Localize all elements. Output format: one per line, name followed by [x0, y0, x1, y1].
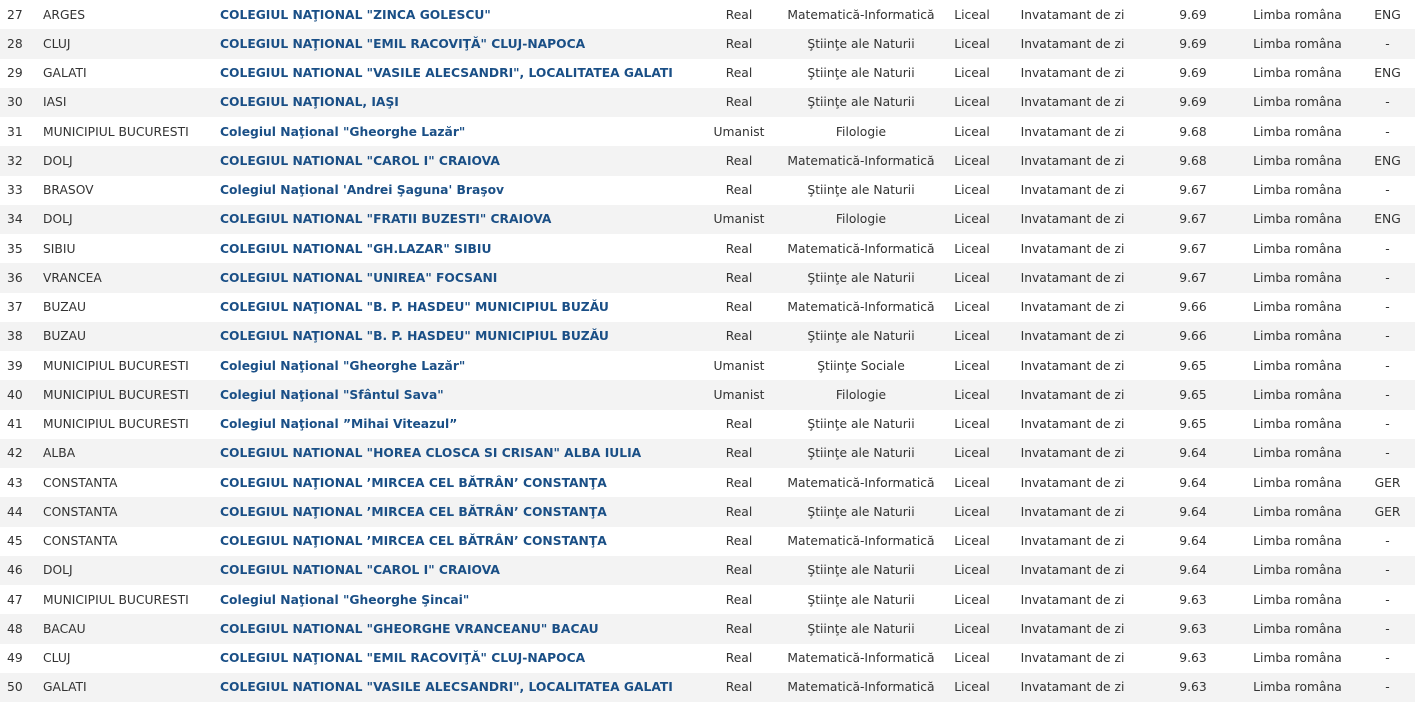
- profile-cell: Real: [700, 88, 778, 117]
- specialization-cell: Matematică-Informatică: [778, 293, 944, 322]
- specialization-cell: Ştiinţe ale Naturii: [778, 29, 944, 58]
- admission-grade-cell: 9.64: [1145, 497, 1235, 526]
- foreign-language-cell: GER: [1360, 468, 1415, 497]
- teaching-language-cell: Limba româna: [1235, 293, 1360, 322]
- school-link[interactable]: COLEGIUL NAŢIONAL ’MIRCEA CEL BĂTRÂN’ CONSTANŢA: [220, 475, 607, 490]
- education-form-cell: Invatamant de zi: [1000, 263, 1145, 292]
- rank-cell: 50: [0, 673, 42, 702]
- school-cell: [220, 410, 700, 439]
- profile-cell: Umanist: [700, 117, 778, 146]
- level-cell: Liceal: [944, 0, 1000, 29]
- table-row: [0, 322, 1415, 351]
- level-cell: Liceal: [944, 410, 1000, 439]
- teaching-language-cell: Limba româna: [1235, 614, 1360, 643]
- county-cell: SIBIU: [42, 234, 220, 263]
- rank-cell: 39: [0, 351, 42, 380]
- admission-grade-cell: 9.69: [1145, 0, 1235, 29]
- level-cell: Liceal: [944, 351, 1000, 380]
- teaching-language-cell: Limba româna: [1235, 351, 1360, 380]
- foreign-language-cell: -: [1360, 88, 1415, 117]
- table-row: [0, 527, 1415, 556]
- admission-grade-cell: 9.63: [1145, 614, 1235, 643]
- education-form-cell: Invatamant de zi: [1000, 117, 1145, 146]
- level-cell: Liceal: [944, 205, 1000, 234]
- rank-cell: 49: [0, 644, 42, 673]
- specialization-cell: Filologie: [778, 117, 944, 146]
- education-form-cell: Invatamant de zi: [1000, 585, 1145, 614]
- county-cell: DOLJ: [42, 556, 220, 585]
- teaching-language-cell: Limba româna: [1235, 673, 1360, 702]
- specialization-cell: Ştiinţe ale Naturii: [778, 88, 944, 117]
- county-cell: BUZAU: [42, 322, 220, 351]
- foreign-language-cell: ENG: [1360, 0, 1415, 29]
- rank-cell: 46: [0, 556, 42, 585]
- education-form-cell: Invatamant de zi: [1000, 351, 1145, 380]
- rank-cell: 30: [0, 88, 42, 117]
- admission-grade-cell: 9.69: [1145, 88, 1235, 117]
- table-row: [0, 585, 1415, 614]
- level-cell: Liceal: [944, 146, 1000, 175]
- rank-cell: 28: [0, 29, 42, 58]
- profile-cell: Real: [700, 410, 778, 439]
- county-cell: CLUJ: [42, 29, 220, 58]
- specialization-cell: Matematică-Informatică: [778, 673, 944, 702]
- county-cell: CONSTANTA: [42, 497, 220, 526]
- foreign-language-cell: ENG: [1360, 59, 1415, 88]
- specialization-cell: Matematică-Informatică: [778, 644, 944, 673]
- admission-grade-cell: 9.65: [1145, 380, 1235, 409]
- education-form-cell: Invatamant de zi: [1000, 234, 1145, 263]
- teaching-language-cell: Limba româna: [1235, 585, 1360, 614]
- county-cell: MUNICIPIUL BUCURESTI: [42, 351, 220, 380]
- county-cell: GALATI: [42, 59, 220, 88]
- level-cell: Liceal: [944, 59, 1000, 88]
- specialization-cell: Ştiinţe ale Naturii: [778, 614, 944, 643]
- level-cell: Liceal: [944, 380, 1000, 409]
- teaching-language-cell: Limba româna: [1235, 176, 1360, 205]
- teaching-language-cell: Limba româna: [1235, 88, 1360, 117]
- table-row: [0, 117, 1415, 146]
- specialization-cell: Ştiinţe ale Naturii: [778, 59, 944, 88]
- foreign-language-cell: -: [1360, 322, 1415, 351]
- school-link[interactable]: COLEGIUL NAŢIONAL ’MIRCEA CEL BĂTRÂN’ CONSTANŢA: [220, 504, 607, 519]
- table-row: [0, 293, 1415, 322]
- education-form-cell: Invatamant de zi: [1000, 439, 1145, 468]
- profile-cell: Real: [700, 644, 778, 673]
- level-cell: Liceal: [944, 322, 1000, 351]
- table-row: [0, 351, 1415, 380]
- foreign-language-cell: -: [1360, 585, 1415, 614]
- foreign-language-cell: GER: [1360, 497, 1415, 526]
- profile-cell: Real: [700, 585, 778, 614]
- rank-cell: 29: [0, 59, 42, 88]
- level-cell: Liceal: [944, 497, 1000, 526]
- school-cell: [220, 380, 700, 409]
- school-link[interactable]: Colegiul Naţional "Gheorghe Lazăr": [220, 124, 466, 139]
- teaching-language-cell: Limba româna: [1235, 322, 1360, 351]
- level-cell: Liceal: [944, 527, 1000, 556]
- profile-cell: Real: [700, 293, 778, 322]
- education-form-cell: Invatamant de zi: [1000, 644, 1145, 673]
- rank-cell: 42: [0, 439, 42, 468]
- county-cell: ALBA: [42, 439, 220, 468]
- level-cell: Liceal: [944, 117, 1000, 146]
- profile-cell: Real: [700, 322, 778, 351]
- county-cell: BRASOV: [42, 176, 220, 205]
- level-cell: Liceal: [944, 263, 1000, 292]
- education-form-cell: Invatamant de zi: [1000, 0, 1145, 29]
- county-cell: DOLJ: [42, 205, 220, 234]
- level-cell: Liceal: [944, 644, 1000, 673]
- school-cell: [220, 117, 700, 146]
- teaching-language-cell: Limba româna: [1235, 29, 1360, 58]
- county-cell: MUNICIPIUL BUCURESTI: [42, 410, 220, 439]
- admission-grade-cell: 9.69: [1145, 59, 1235, 88]
- teaching-language-cell: Limba româna: [1235, 468, 1360, 497]
- school-cell: [220, 439, 700, 468]
- school-cell: [220, 322, 700, 351]
- table-row: [0, 556, 1415, 585]
- table-row: [0, 439, 1415, 468]
- profile-cell: Real: [700, 439, 778, 468]
- admission-grade-cell: 9.67: [1145, 176, 1235, 205]
- school-cell: [220, 527, 700, 556]
- county-cell: CONSTANTA: [42, 468, 220, 497]
- admission-grade-cell: 9.63: [1145, 585, 1235, 614]
- specialization-cell: Filologie: [778, 205, 944, 234]
- specialization-cell: Matematică-Informatică: [778, 0, 944, 29]
- education-form-cell: Invatamant de zi: [1000, 146, 1145, 175]
- profile-cell: Real: [700, 468, 778, 497]
- admission-grade-cell: 9.64: [1145, 556, 1235, 585]
- level-cell: Liceal: [944, 29, 1000, 58]
- county-cell: MUNICIPIUL BUCURESTI: [42, 585, 220, 614]
- school-link[interactable]: COLEGIUL NATIONAL "CAROL I" CRAIOVA: [220, 153, 500, 168]
- admission-grade-cell: 9.64: [1145, 468, 1235, 497]
- admission-grade-cell: 9.69: [1145, 29, 1235, 58]
- specialization-cell: Ştiinţe ale Naturii: [778, 585, 944, 614]
- school-link[interactable]: Colegiul Naţional "Gheorghe Lazăr": [220, 358, 466, 373]
- table-row: [0, 614, 1415, 643]
- admission-grade-cell: 9.68: [1145, 146, 1235, 175]
- foreign-language-cell: -: [1360, 410, 1415, 439]
- specialization-cell: Ştiinţe ale Naturii: [778, 322, 944, 351]
- profile-cell: Real: [700, 29, 778, 58]
- county-cell: MUNICIPIUL BUCURESTI: [42, 117, 220, 146]
- county-cell: BACAU: [42, 614, 220, 643]
- county-cell: ARGES: [42, 0, 220, 29]
- rank-cell: 27: [0, 0, 42, 29]
- profile-cell: Real: [700, 497, 778, 526]
- school-cell: [220, 59, 700, 88]
- school-link[interactable]: COLEGIUL NAŢIONAL "B. P. HASDEU" MUNICIPIUL BUZĂU: [220, 300, 609, 315]
- education-form-cell: Invatamant de zi: [1000, 556, 1145, 585]
- education-form-cell: Invatamant de zi: [1000, 614, 1145, 643]
- county-cell: CLUJ: [42, 644, 220, 673]
- specialization-cell: Ştiinţe ale Naturii: [778, 176, 944, 205]
- county-cell: CONSTANTA: [42, 527, 220, 556]
- table-row: [0, 410, 1415, 439]
- foreign-language-cell: -: [1360, 351, 1415, 380]
- school-cell: [220, 614, 700, 643]
- school-link[interactable]: Colegiul Naţional "Gheorghe Şincai": [220, 592, 470, 607]
- teaching-language-cell: Limba româna: [1235, 205, 1360, 234]
- specialization-cell: Matematică-Informatică: [778, 468, 944, 497]
- county-cell: MUNICIPIUL BUCURESTI: [42, 380, 220, 409]
- teaching-language-cell: Limba româna: [1235, 234, 1360, 263]
- education-form-cell: Invatamant de zi: [1000, 293, 1145, 322]
- school-cell: [220, 29, 700, 58]
- foreign-language-cell: -: [1360, 176, 1415, 205]
- school-cell: [220, 468, 700, 497]
- specialization-cell: Filologie: [778, 380, 944, 409]
- education-form-cell: Invatamant de zi: [1000, 527, 1145, 556]
- table-row: [0, 88, 1415, 117]
- profile-cell: Umanist: [700, 205, 778, 234]
- education-form-cell: Invatamant de zi: [1000, 468, 1145, 497]
- table-row: [0, 644, 1415, 673]
- table-row: [0, 205, 1415, 234]
- school-cell: [220, 205, 700, 234]
- foreign-language-cell: -: [1360, 527, 1415, 556]
- teaching-language-cell: Limba româna: [1235, 410, 1360, 439]
- level-cell: Liceal: [944, 293, 1000, 322]
- table-row: [0, 380, 1415, 409]
- school-cell: [220, 176, 700, 205]
- foreign-language-cell: -: [1360, 117, 1415, 146]
- rank-cell: 43: [0, 468, 42, 497]
- teaching-language-cell: Limba româna: [1235, 117, 1360, 146]
- education-form-cell: Invatamant de zi: [1000, 322, 1145, 351]
- county-cell: VRANCEA: [42, 263, 220, 292]
- rank-cell: 47: [0, 585, 42, 614]
- level-cell: Liceal: [944, 176, 1000, 205]
- table-row: [0, 234, 1415, 263]
- level-cell: Liceal: [944, 673, 1000, 702]
- school-link[interactable]: Colegiul Naţional "Sfântul Sava": [220, 387, 444, 402]
- profile-cell: Real: [700, 234, 778, 263]
- rank-cell: 48: [0, 614, 42, 643]
- teaching-language-cell: Limba româna: [1235, 497, 1360, 526]
- rank-cell: 31: [0, 117, 42, 146]
- admission-grade-cell: 9.67: [1145, 263, 1235, 292]
- education-form-cell: Invatamant de zi: [1000, 176, 1145, 205]
- education-form-cell: Invatamant de zi: [1000, 410, 1145, 439]
- school-cell: [220, 88, 700, 117]
- level-cell: Liceal: [944, 88, 1000, 117]
- school-link[interactable]: COLEGIUL NATIONAL "VASILE ALECSANDRI", LOCALITATEA GALATI: [220, 680, 673, 695]
- table-row: [0, 146, 1415, 175]
- rank-cell: 40: [0, 380, 42, 409]
- table-row: [0, 673, 1415, 702]
- profile-cell: Umanist: [700, 380, 778, 409]
- school-link[interactable]: COLEGIUL NAŢIONAL "ZINCA GOLESCU": [220, 7, 491, 22]
- admission-grade-cell: 9.66: [1145, 322, 1235, 351]
- teaching-language-cell: Limba româna: [1235, 556, 1360, 585]
- education-form-cell: Invatamant de zi: [1000, 88, 1145, 117]
- table-row: [0, 0, 1415, 29]
- admission-grade-cell: 9.68: [1145, 117, 1235, 146]
- level-cell: Liceal: [944, 468, 1000, 497]
- school-cell: [220, 263, 700, 292]
- education-form-cell: Invatamant de zi: [1000, 673, 1145, 702]
- rank-cell: 45: [0, 527, 42, 556]
- admission-grade-cell: 9.67: [1145, 205, 1235, 234]
- table-row: [0, 263, 1415, 292]
- specialization-cell: Ştiinţe ale Naturii: [778, 556, 944, 585]
- teaching-language-cell: Limba româna: [1235, 263, 1360, 292]
- teaching-language-cell: Limba româna: [1235, 59, 1360, 88]
- admission-grade-cell: 9.63: [1145, 673, 1235, 702]
- level-cell: Liceal: [944, 614, 1000, 643]
- school-cell: [220, 585, 700, 614]
- education-form-cell: Invatamant de zi: [1000, 497, 1145, 526]
- foreign-language-cell: -: [1360, 556, 1415, 585]
- profile-cell: Real: [700, 263, 778, 292]
- teaching-language-cell: Limba româna: [1235, 644, 1360, 673]
- school-cell: [220, 0, 700, 29]
- profile-cell: Real: [700, 556, 778, 585]
- foreign-language-cell: ENG: [1360, 146, 1415, 175]
- education-form-cell: Invatamant de zi: [1000, 380, 1145, 409]
- profile-cell: Real: [700, 0, 778, 29]
- school-link[interactable]: COLEGIUL NAŢIONAL "EMIL RACOVIŢĂ" CLUJ-NAPOCA: [220, 651, 586, 666]
- foreign-language-cell: -: [1360, 380, 1415, 409]
- education-form-cell: Invatamant de zi: [1000, 205, 1145, 234]
- admission-grade-cell: 9.65: [1145, 410, 1235, 439]
- specialization-cell: Ştiinţe ale Naturii: [778, 497, 944, 526]
- admission-grade-cell: 9.66: [1145, 293, 1235, 322]
- specialization-cell: Ştiinţe ale Naturii: [778, 263, 944, 292]
- profile-cell: Real: [700, 673, 778, 702]
- table-row: [0, 176, 1415, 205]
- profile-cell: Real: [700, 176, 778, 205]
- school-link[interactable]: COLEGIUL NATIONAL "CAROL I" CRAIOVA: [220, 563, 500, 578]
- school-link[interactable]: COLEGIUL NAŢIONAL, IAŞI: [220, 95, 399, 110]
- specialization-cell: Ştiinţe ale Naturii: [778, 439, 944, 468]
- county-cell: DOLJ: [42, 146, 220, 175]
- admission-grade-cell: 9.63: [1145, 644, 1235, 673]
- teaching-language-cell: Limba româna: [1235, 0, 1360, 29]
- teaching-language-cell: Limba româna: [1235, 439, 1360, 468]
- school-link[interactable]: Colegiul Naţional ”Mihai Viteazul”: [220, 417, 458, 432]
- school-link[interactable]: COLEGIUL NAŢIONAL "B. P. HASDEU" MUNICIPIUL BUZĂU: [220, 329, 609, 344]
- rank-cell: 37: [0, 293, 42, 322]
- school-cell: [220, 146, 700, 175]
- county-cell: IASI: [42, 88, 220, 117]
- county-cell: BUZAU: [42, 293, 220, 322]
- admission-grade-cell: 9.64: [1145, 439, 1235, 468]
- school-link[interactable]: COLEGIUL NATIONAL "GH.LAZAR" SIBIU: [220, 241, 492, 256]
- rank-cell: 41: [0, 410, 42, 439]
- profile-cell: Real: [700, 59, 778, 88]
- level-cell: Liceal: [944, 439, 1000, 468]
- school-link[interactable]: Colegiul Naţional 'Andrei Şaguna' Braşov: [220, 183, 505, 198]
- rank-cell: 33: [0, 176, 42, 205]
- rank-cell: 44: [0, 497, 42, 526]
- table-row: [0, 468, 1415, 497]
- rank-cell: 38: [0, 322, 42, 351]
- profile-cell: Real: [700, 527, 778, 556]
- specialization-cell: Ştiinţe ale Naturii: [778, 410, 944, 439]
- school-cell: [220, 644, 700, 673]
- teaching-language-cell: Limba româna: [1235, 380, 1360, 409]
- school-cell: [220, 234, 700, 263]
- level-cell: Liceal: [944, 556, 1000, 585]
- school-cell: [220, 497, 700, 526]
- admission-grade-cell: 9.65: [1145, 351, 1235, 380]
- level-cell: Liceal: [944, 585, 1000, 614]
- table-row: [0, 29, 1415, 58]
- foreign-language-cell: -: [1360, 263, 1415, 292]
- specialization-cell: Ştiinţe Sociale: [778, 351, 944, 380]
- school-link[interactable]: COLEGIUL NATIONAL "VASILE ALECSANDRI", LOCALITATEA GALATI: [220, 66, 673, 81]
- school-link[interactable]: COLEGIUL NAŢIONAL ’MIRCEA CEL BĂTRÂN’ CONSTANŢA: [220, 534, 607, 549]
- school-cell: [220, 293, 700, 322]
- foreign-language-cell: -: [1360, 234, 1415, 263]
- school-link[interactable]: COLEGIUL NAŢIONAL "EMIL RACOVIŢĂ" CLUJ-NAPOCA: [220, 36, 586, 51]
- school-link[interactable]: COLEGIUL NATIONAL "GHEORGHE VRANCEANU" BACAU: [220, 621, 599, 636]
- county-cell: GALATI: [42, 673, 220, 702]
- specialization-cell: Matematică-Informatică: [778, 527, 944, 556]
- rank-cell: 34: [0, 205, 42, 234]
- profile-cell: Real: [700, 146, 778, 175]
- school-cell: [220, 556, 700, 585]
- education-form-cell: Invatamant de zi: [1000, 29, 1145, 58]
- rank-cell: 32: [0, 146, 42, 175]
- profile-cell: Real: [700, 614, 778, 643]
- teaching-language-cell: Limba româna: [1235, 527, 1360, 556]
- foreign-language-cell: -: [1360, 673, 1415, 702]
- school-link[interactable]: COLEGIUL NATIONAL "FRATII BUZESTI" CRAIOVA: [220, 212, 552, 227]
- rank-cell: 35: [0, 234, 42, 263]
- foreign-language-cell: -: [1360, 29, 1415, 58]
- school-cell: [220, 351, 700, 380]
- table-row: [0, 497, 1415, 526]
- rank-cell: 36: [0, 263, 42, 292]
- school-link[interactable]: COLEGIUL NATIONAL "HOREA CLOSCA SI CRISAN" ALBA IULIA: [220, 446, 642, 461]
- foreign-language-cell: -: [1360, 614, 1415, 643]
- level-cell: Liceal: [944, 234, 1000, 263]
- education-form-cell: Invatamant de zi: [1000, 59, 1145, 88]
- foreign-language-cell: -: [1360, 644, 1415, 673]
- admission-grade-cell: 9.64: [1145, 527, 1235, 556]
- foreign-language-cell: ENG: [1360, 205, 1415, 234]
- teaching-language-cell: Limba româna: [1235, 146, 1360, 175]
- foreign-language-cell: -: [1360, 293, 1415, 322]
- table-row: [0, 59, 1415, 88]
- school-link[interactable]: COLEGIUL NATIONAL "UNIREA" FOCSANI: [220, 270, 498, 285]
- foreign-language-cell: -: [1360, 439, 1415, 468]
- school-cell: [220, 673, 700, 702]
- profile-cell: Umanist: [700, 351, 778, 380]
- specialization-cell: Matematică-Informatică: [778, 234, 944, 263]
- admission-grade-cell: 9.67: [1145, 234, 1235, 263]
- specialization-cell: Matematică-Informatică: [778, 146, 944, 175]
